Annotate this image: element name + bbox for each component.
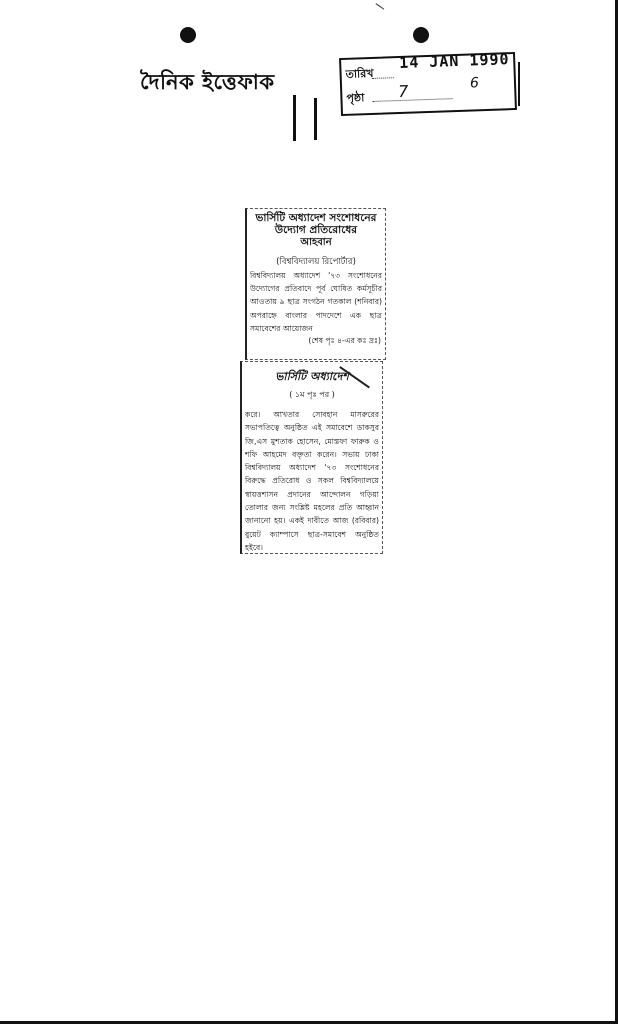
clipping1-headline-line2: উদ্যোগ প্রতিরোধের (274, 224, 358, 237)
clipping2-body: করে। আখতার সোবহান মাসরুরের সভাপতিত্বে অনুষ্ঠিত এই সমাবেশে ডাকসুর জি,এস মুশতাক হোসেন, মোস্তফা ফারুক ও শফি আহমেদ বক্তৃতা করেন। সভায় ঢাকা বিশ্ববিদ্যালয় অধ্যাদেশ '৭৩ সংশোধনের বিরুদ্ধে প্রতিরোধ ও সকল বিশ্ববিদ্যালয়ে স্বায়ত্তশাসন প্রদানের আন্দোলন গড়িয়া তোলার জন্য সংশ্লিষ্ট মহলের প্রতি আহ্বান জানানো হয়। একই দাবীতে আজ (রবিবার) বুয়েট ক্যাম্পাসে ছাত্র-সমাবেশ অনুষ্ঠিত হইবে। (245, 410, 379, 552)
stamp-page-label: পৃষ্ঠা (346, 91, 365, 105)
clipping1-headline-line1: ভার্সিটি অধ্যাদেশ সংশোধনের (255, 212, 377, 224)
news-clipping-2 (240, 361, 383, 554)
clipping2-headline: ভার্সিটি অধ্যাদেশ (275, 370, 349, 383)
stamp-date-value: 14 JAN 1990 (398, 50, 510, 72)
newspaper-name: দৈনিক ইত্তেফাক (140, 70, 275, 94)
clipping1-byline: (বিশ্ববিদ্যালয় রিপোর্টার) (276, 256, 356, 267)
punch-hole-right (413, 27, 429, 43)
clipping1-continued: (শেষ পৃঃ ৪-এর কঃ দ্রঃ) (308, 336, 381, 346)
stamp-page-value: 7 (397, 81, 409, 102)
news-clipping-1 (245, 208, 386, 360)
clipping1-headline-line3: আহবান (300, 237, 332, 249)
clipping1-body: বিশ্ববিদ্যালয় অধ্যাদেশ '৭৩ সংশোধনের উদ্যোগের প্রতিবাদে পূর্ব ঘোষিত কর্মসূচীর আওতায় ৯ ছাত্র সংগঠন গতকাল (শনিবার) অপরাহ্নে বাংলার পাদদেশে এক ছাত্র সমাবেশের আয়োজন (250, 270, 382, 333)
clipping2-subhead: ( ১ম পৃঃ পর ) (289, 390, 335, 399)
stamp-column-value: 6 (469, 75, 480, 92)
stamp-edge (510, 62, 520, 106)
pen-mark (370, 3, 385, 18)
punch-hole-left (180, 27, 196, 43)
stamp-date-label: তারিখ (345, 66, 374, 81)
date-stamp (339, 52, 517, 116)
